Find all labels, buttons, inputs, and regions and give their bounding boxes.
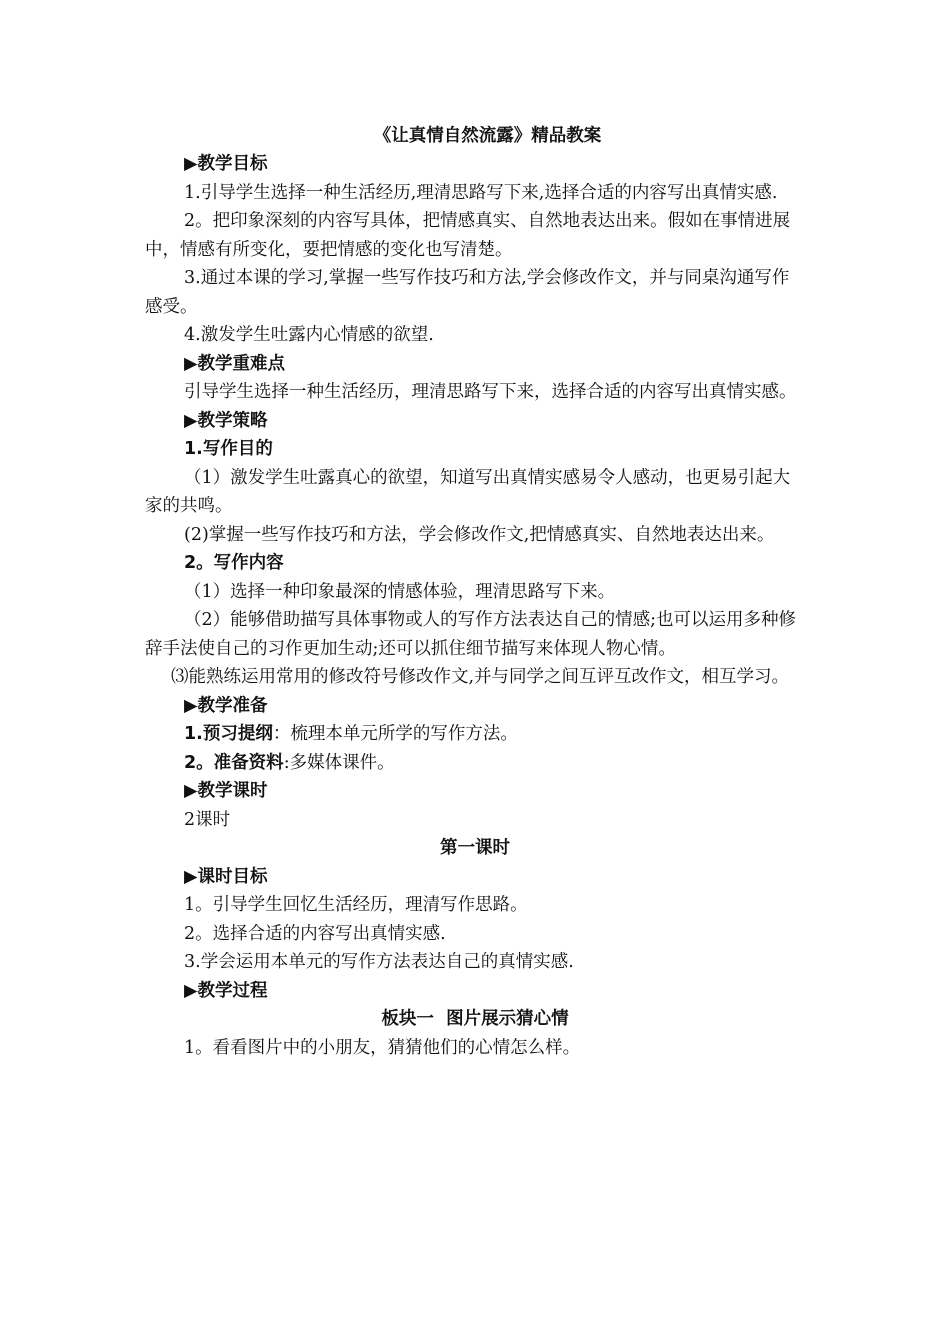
section-heading-strategy: ▶教学策略 xyxy=(184,410,268,431)
document-body xyxy=(145,150,805,1062)
strategy-subheading-purpose: 1.写作目的 xyxy=(184,439,273,459)
prep-item xyxy=(145,749,805,778)
block-title: 板块一 图片展示猜心情 xyxy=(381,1009,569,1029)
lesson-goal-item: 1。引导学生回忆生活经历，理清写作思路。 xyxy=(184,895,528,915)
prep-item-label: 2。准备资料 xyxy=(184,752,284,773)
strategy-purpose-item: （1）激发学生吐露真心的欲望，知道写出真情实感易令人感动，也更易引起大家的共鸣。 xyxy=(145,467,791,516)
strategy-content-item: ⑶能熟练运用常用的修改符号修改作文,并与同学之间互评互改作文，相互学习。 xyxy=(171,667,790,687)
prep-item-label: 1.预习提纲 xyxy=(184,724,273,744)
section-heading-hours: ▶教学课时 xyxy=(184,781,268,801)
lesson-title: 第一课时 xyxy=(440,838,510,858)
prep-item-text: :多媒体课件。 xyxy=(283,752,395,773)
strategy-content-item: （1）选择一种印象最深的情感体验，理清思路写下来。 xyxy=(184,581,616,602)
goal-item: 4.激发学生吐露内心情感的欲望. xyxy=(184,325,434,345)
section-heading-lesson-goals: ▶课时目标 xyxy=(184,866,268,887)
strategy-content-item: （2）能够借助描写具体事物或人的写作方法表达自己的情感;也可以运用多种修辞手法使自己的习作更加生动;还可以抓住细节描写来体现人物心情。 xyxy=(145,610,797,659)
lesson-goal-item: 2。选择合适的内容写出真情实感. xyxy=(184,923,446,944)
section-heading-preparation: ▶教学准备 xyxy=(184,695,268,716)
prep-item xyxy=(145,720,805,749)
prep-item-text: ：梳理本单元所学的写作方法。 xyxy=(272,724,518,744)
block-item: 1。看看图片中的小朋友，猜猜他们的心情怎么样。 xyxy=(184,1037,581,1058)
section-heading-process: ▶教学过程 xyxy=(184,980,268,1001)
goal-item: 2。把印象深刻的内容写具体，把情感真实、自然地表达出来。假如在事情进展中，情感有所变化，要把情感的变化也写清楚。 xyxy=(145,211,791,260)
document-title: 《让真情自然流露》精品教案 xyxy=(373,126,602,146)
section-heading-goals: ▶教学目标 xyxy=(184,154,268,174)
goal-item: 3.通过本课的学习,掌握一些写作技巧和方法,学会修改作文，并与同桌沟通写作感受。 xyxy=(145,268,790,317)
hours-text: 2课时 xyxy=(184,809,231,830)
goal-item: 1.引导学生选择一种生活经历,理清思路写下来,选择合适的内容写出真情实感. xyxy=(184,182,778,203)
lesson-goal-item: 3.学会运用本单元的写作方法表达自己的真情实感. xyxy=(184,952,574,972)
strategy-subheading-content: 2。写作内容 xyxy=(184,553,284,573)
key-points-text: 引导学生选择一种生活经历，理清思路写下来，选择合适的内容写出真情实感。 xyxy=(184,382,797,402)
strategy-purpose-item: (2)掌握一些写作技巧和方法，学会修改作文,把情感真实、自然地表达出来。 xyxy=(184,524,775,545)
section-heading-key-points: ▶教学重难点 xyxy=(184,353,285,374)
